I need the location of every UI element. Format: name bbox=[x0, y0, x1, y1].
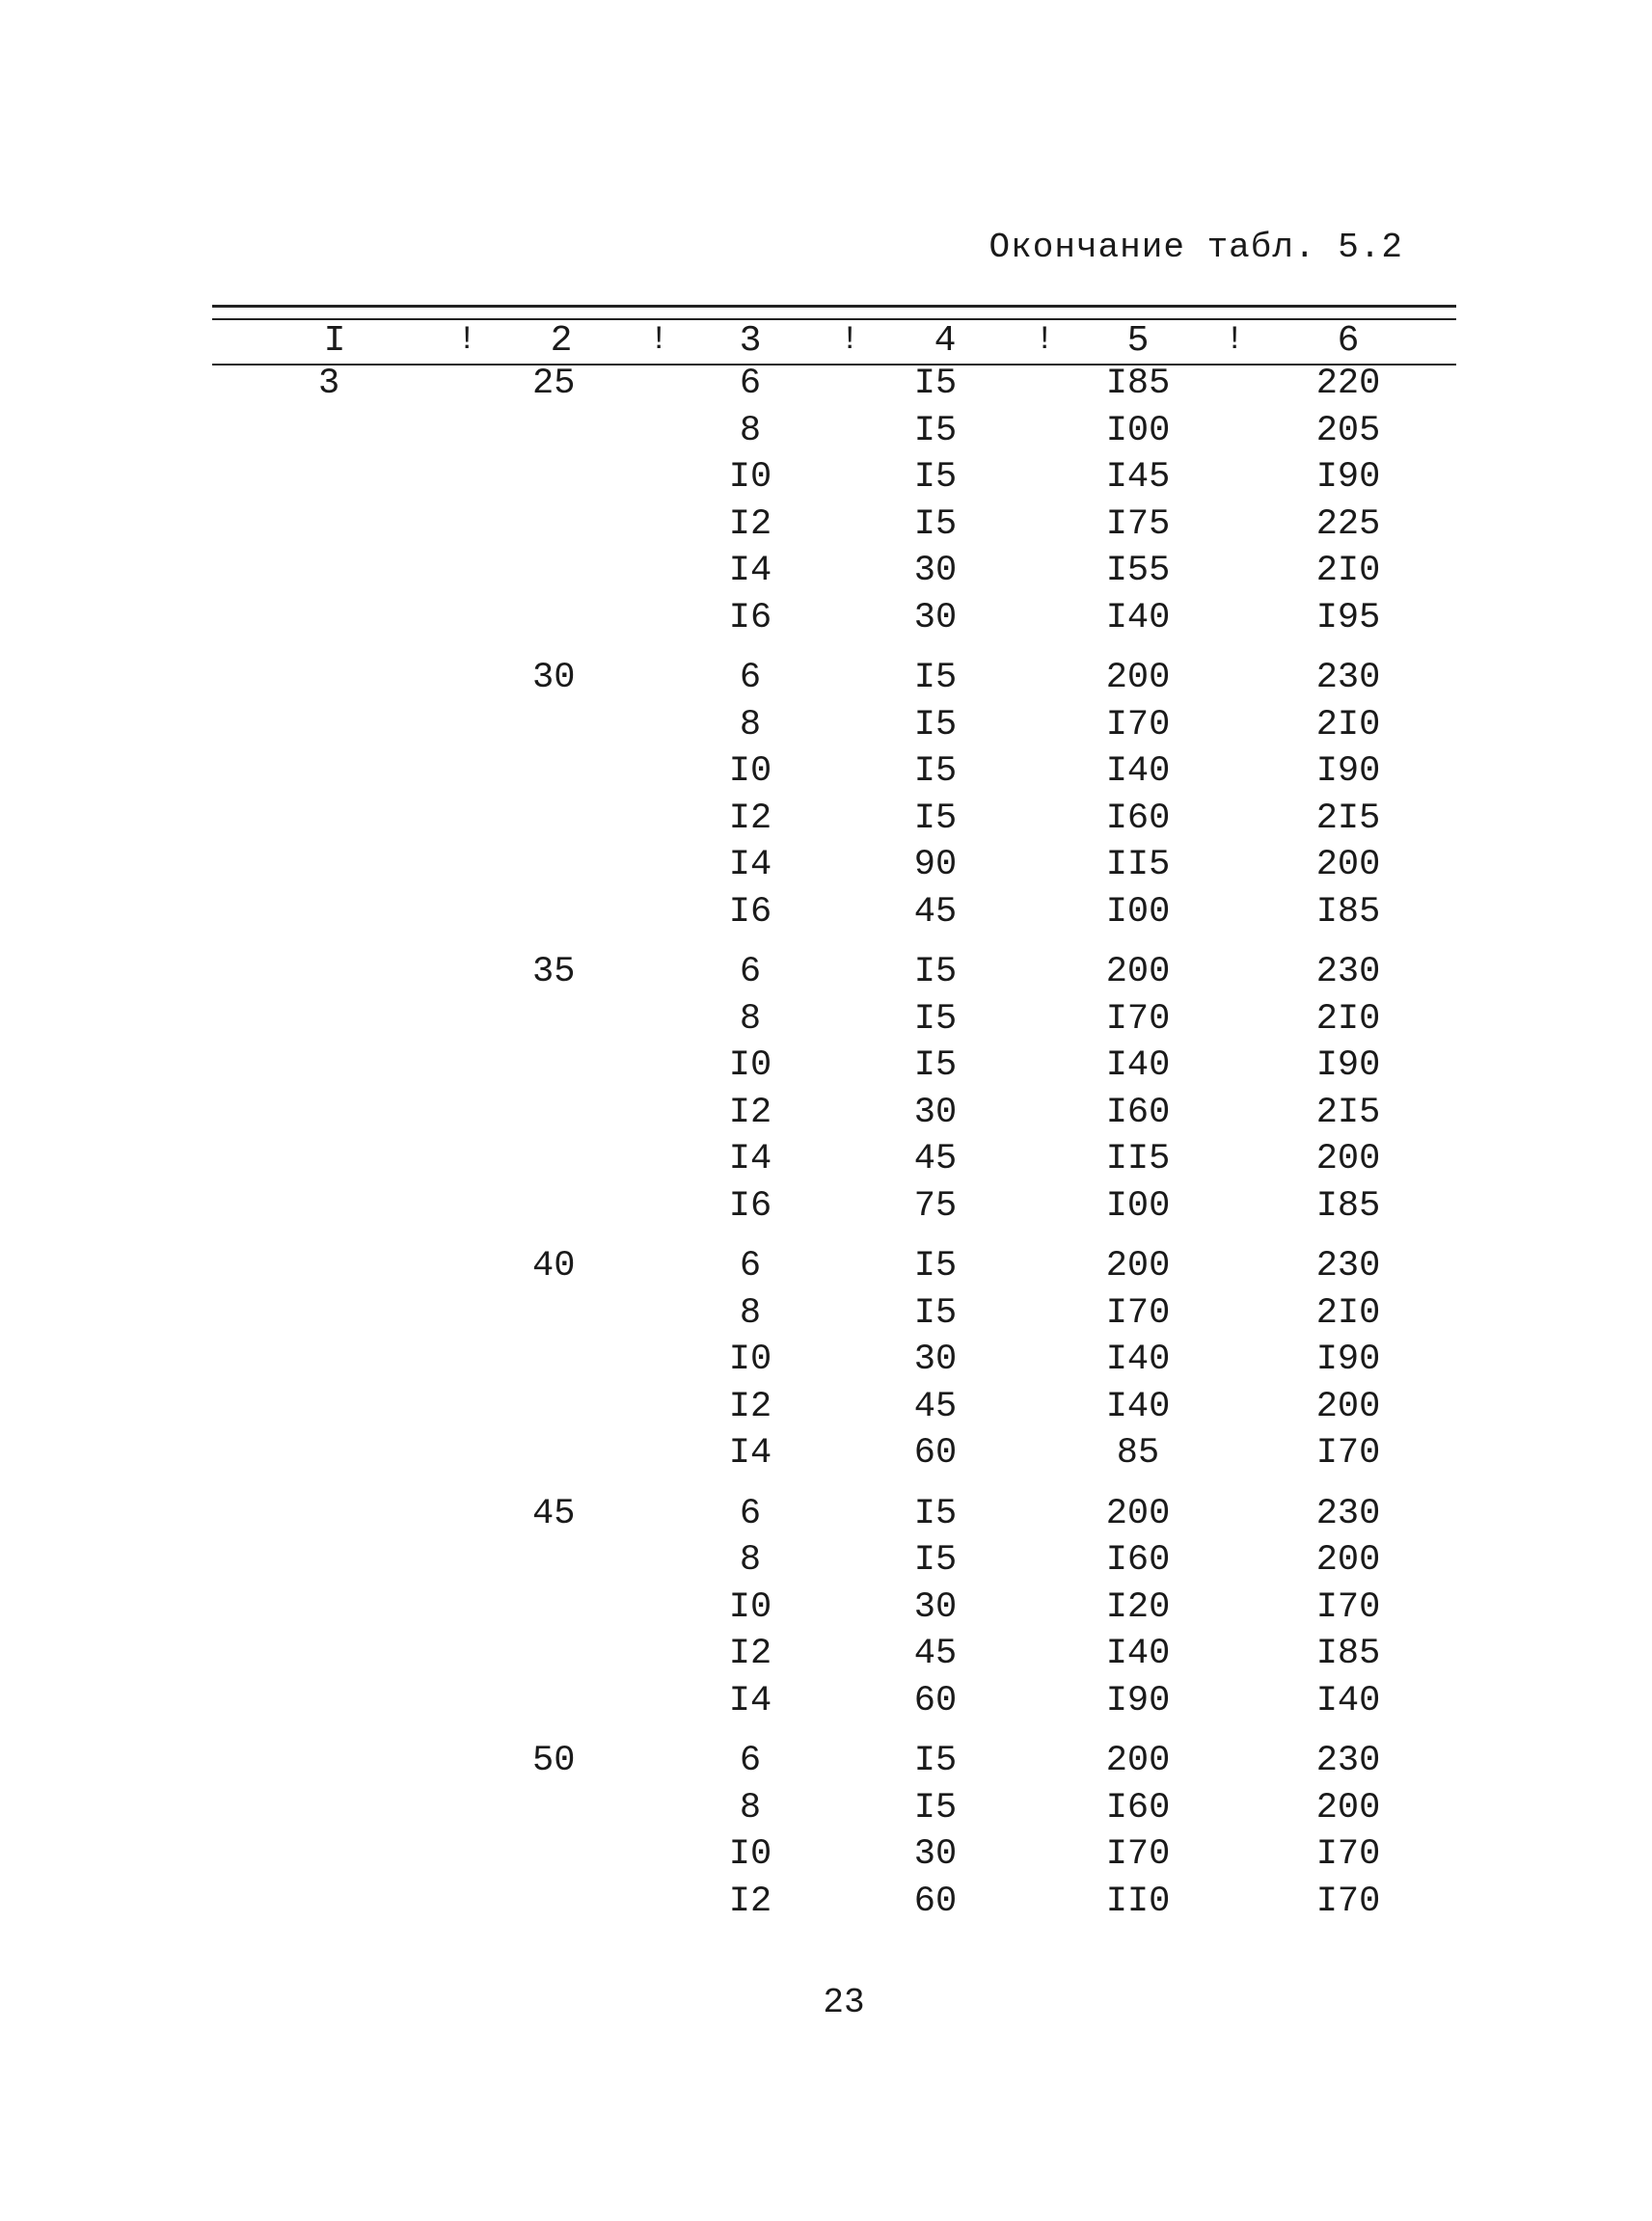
table-cell-col-6: 2I0 bbox=[1315, 704, 1381, 745]
header-separator: ! bbox=[1225, 322, 1245, 359]
table-cell-col-5: II0 bbox=[1105, 1881, 1171, 1922]
table-cell-col-6: I70 bbox=[1315, 1834, 1381, 1875]
table-cell-col-5: I90 bbox=[1105, 1680, 1171, 1721]
table-cell-col-3: I6 bbox=[728, 597, 772, 638]
table-cell-col-4: I5 bbox=[913, 1292, 958, 1334]
table-cell-col-4: 30 bbox=[913, 551, 958, 591]
table-cell-col-6: 220 bbox=[1315, 364, 1381, 404]
table-cell-col-5: I70 bbox=[1105, 704, 1171, 745]
table-cell-col-6: I40 bbox=[1315, 1680, 1381, 1721]
table-cell-col-6: 205 bbox=[1315, 410, 1381, 451]
table-cell-col-3: I2 bbox=[728, 1634, 772, 1674]
table-cell-col-5: I60 bbox=[1105, 1092, 1171, 1133]
header-separator: ! bbox=[649, 322, 669, 359]
header-col-3: 3 bbox=[739, 320, 762, 362]
table-cell-col-4: 45 bbox=[913, 1386, 958, 1427]
header-separator: ! bbox=[1035, 322, 1055, 359]
table-cell-col-3: I4 bbox=[728, 1139, 772, 1179]
table-cell-col-5: 200 bbox=[1105, 1741, 1171, 1781]
table-cell-col-4: 30 bbox=[913, 1340, 958, 1380]
table-cell-col-4: 30 bbox=[913, 1586, 958, 1628]
table-cell-col-1: 3 bbox=[318, 364, 340, 404]
table-cell-col-5: I60 bbox=[1105, 1787, 1171, 1828]
table-cell-col-6: 230 bbox=[1315, 1246, 1381, 1287]
table-cell-col-4: I5 bbox=[913, 751, 958, 792]
table-cell-col-3: I4 bbox=[728, 551, 772, 591]
page-number: 23 bbox=[823, 1983, 865, 2022]
table-cell-col-5: 200 bbox=[1105, 1493, 1171, 1534]
table-cell-col-6: 2I5 bbox=[1315, 1092, 1381, 1133]
table-cell-col-3: 8 bbox=[739, 1787, 762, 1828]
table-cell-col-3: I4 bbox=[728, 1433, 772, 1474]
table-cell-col-3: I6 bbox=[728, 1185, 772, 1227]
header-separator: ! bbox=[457, 322, 477, 359]
table-cell-col-5: I00 bbox=[1105, 410, 1171, 451]
table-cell-col-6: I90 bbox=[1315, 457, 1381, 498]
table-cell-col-5: II5 bbox=[1105, 845, 1171, 885]
table-cell-col-4: 60 bbox=[913, 1433, 958, 1474]
table-cell-col-4: I5 bbox=[913, 1787, 958, 1828]
table-cell-col-3: I0 bbox=[728, 1340, 772, 1380]
table-cell-col-3: I4 bbox=[728, 845, 772, 885]
table-cell-col-4: I5 bbox=[913, 798, 958, 839]
table-cell-col-3: 6 bbox=[739, 364, 762, 404]
table-cell-col-4: 60 bbox=[913, 1881, 958, 1922]
table-cell-col-6: I90 bbox=[1315, 1045, 1381, 1086]
table-cell-col-4: 75 bbox=[913, 1185, 958, 1227]
header-col-6: 6 bbox=[1337, 320, 1360, 362]
table-cell-col-4: 30 bbox=[913, 597, 958, 638]
table-cell-col-6: 200 bbox=[1315, 1139, 1381, 1179]
table-cell-col-3: 6 bbox=[739, 1246, 762, 1287]
table-cell-col-2: 50 bbox=[532, 1741, 576, 1781]
table-cell-col-3: I0 bbox=[728, 457, 772, 498]
table-cell-col-4: 45 bbox=[913, 1634, 958, 1674]
table-cell-col-5: I00 bbox=[1105, 1185, 1171, 1227]
table-cell-col-3: I0 bbox=[728, 1045, 772, 1086]
table-cell-col-4: I5 bbox=[913, 410, 958, 451]
table-cell-col-3: 8 bbox=[739, 998, 762, 1040]
table-cell-col-5: I45 bbox=[1105, 457, 1171, 498]
table-cell-col-6: 2I0 bbox=[1315, 1292, 1381, 1334]
table-header-row bbox=[0, 316, 1652, 365]
table-cell-col-4: 60 bbox=[913, 1680, 958, 1721]
table-cell-col-3: I2 bbox=[728, 798, 772, 839]
table-cell-col-3: I0 bbox=[728, 1834, 772, 1875]
header-col-2: 2 bbox=[550, 320, 573, 362]
table-cell-col-4: I5 bbox=[913, 503, 958, 545]
table-cell-col-6: 230 bbox=[1315, 952, 1381, 992]
table-cell-col-6: 2I0 bbox=[1315, 998, 1381, 1040]
table-cell-col-4: I5 bbox=[913, 658, 958, 698]
table-cell-col-5: I70 bbox=[1105, 998, 1171, 1040]
table-cell-col-2: 35 bbox=[532, 952, 576, 992]
table-cell-col-6: 230 bbox=[1315, 658, 1381, 698]
table-cell-col-5: I00 bbox=[1105, 891, 1171, 933]
table-cell-col-6: I90 bbox=[1315, 1340, 1381, 1380]
table-cell-col-3: I0 bbox=[728, 1586, 772, 1628]
table-cell-col-2: 40 bbox=[532, 1246, 576, 1287]
table-cell-col-3: I6 bbox=[728, 891, 772, 933]
table-cell-col-4: I5 bbox=[913, 1246, 958, 1287]
table-cell-col-4: I5 bbox=[913, 952, 958, 992]
table-cell-col-2: 45 bbox=[532, 1493, 576, 1534]
table-cell-col-3: 6 bbox=[739, 1741, 762, 1781]
table-cell-col-6: 2I5 bbox=[1315, 798, 1381, 839]
table-cell-col-4: 90 bbox=[913, 845, 958, 885]
table-cell-col-5: 200 bbox=[1105, 1246, 1171, 1287]
table-cell-col-3: I0 bbox=[728, 751, 772, 792]
table-cell-col-3: I2 bbox=[728, 1386, 772, 1427]
table-cell-col-5: 200 bbox=[1105, 952, 1171, 992]
table-cell-col-5: I60 bbox=[1105, 798, 1171, 839]
table-cell-col-5: II5 bbox=[1105, 1139, 1171, 1179]
table-cell-col-2: 25 bbox=[532, 364, 576, 404]
table-cell-col-4: I5 bbox=[913, 457, 958, 498]
table-cell-col-6: 230 bbox=[1315, 1741, 1381, 1781]
table-cell-col-5: I60 bbox=[1105, 1540, 1171, 1581]
table-cell-col-6: I70 bbox=[1315, 1433, 1381, 1474]
table-cell-col-4: I5 bbox=[913, 1540, 958, 1581]
table-caption: Окончание табл. 5.2 bbox=[988, 228, 1403, 267]
table-cell-col-5: I40 bbox=[1105, 751, 1171, 792]
table-cell-col-4: 30 bbox=[913, 1834, 958, 1875]
table-cell-col-4: 30 bbox=[913, 1092, 958, 1133]
table-cell-col-3: I2 bbox=[728, 1092, 772, 1133]
table-cell-col-6: I95 bbox=[1315, 597, 1381, 638]
table-cell-col-4: 45 bbox=[913, 1139, 958, 1179]
table-cell-col-6: 200 bbox=[1315, 1540, 1381, 1581]
table-cell-col-6: 200 bbox=[1315, 845, 1381, 885]
table-cell-col-5: I40 bbox=[1105, 1386, 1171, 1427]
table-cell-col-6: I90 bbox=[1315, 751, 1381, 792]
table-cell-col-3: 8 bbox=[739, 704, 762, 745]
table-cell-col-4: I5 bbox=[913, 998, 958, 1040]
header-col-1: I bbox=[323, 320, 346, 362]
table-cell-col-6: I70 bbox=[1315, 1881, 1381, 1922]
table-cell-col-6: 2I0 bbox=[1315, 551, 1381, 591]
table-cell-col-5: I85 bbox=[1105, 364, 1171, 404]
table-cell-col-3: I2 bbox=[728, 503, 772, 545]
table-cell-col-5: I40 bbox=[1105, 597, 1171, 638]
table-cell-col-3: 6 bbox=[739, 1493, 762, 1534]
table-cell-col-4: 45 bbox=[913, 891, 958, 933]
table-cell-col-6: I85 bbox=[1315, 1634, 1381, 1674]
table-cell-col-5: I40 bbox=[1105, 1340, 1171, 1380]
header-col-5: 5 bbox=[1126, 320, 1150, 362]
table-cell-col-4: I5 bbox=[913, 1045, 958, 1086]
table-cell-col-4: I5 bbox=[913, 364, 958, 404]
table-cell-col-6: I70 bbox=[1315, 1586, 1381, 1628]
table-cell-col-5: 200 bbox=[1105, 658, 1171, 698]
table-cell-col-5: I70 bbox=[1105, 1834, 1171, 1875]
table-cell-col-5: I20 bbox=[1105, 1586, 1171, 1628]
header-separator: ! bbox=[840, 322, 860, 359]
table-cell-col-6: I85 bbox=[1315, 891, 1381, 933]
table-cell-col-3: 6 bbox=[739, 658, 762, 698]
table-cell-col-3: I2 bbox=[728, 1881, 772, 1922]
table-cell-col-6: 225 bbox=[1315, 503, 1381, 545]
table-cell-col-5: I75 bbox=[1105, 503, 1171, 545]
table-cell-col-4: I5 bbox=[913, 1741, 958, 1781]
table-cell-col-5: 85 bbox=[1116, 1433, 1160, 1474]
header-col-4: 4 bbox=[934, 320, 957, 362]
table-cell-col-4: I5 bbox=[913, 704, 958, 745]
table-cell-col-6: I85 bbox=[1315, 1185, 1381, 1227]
table-cell-col-5: I40 bbox=[1105, 1634, 1171, 1674]
table-cell-col-5: I40 bbox=[1105, 1045, 1171, 1086]
table-cell-col-3: 6 bbox=[739, 952, 762, 992]
table-cell-col-4: I5 bbox=[913, 1493, 958, 1534]
table-top-rule bbox=[212, 305, 1456, 308]
table-cell-col-6: 200 bbox=[1315, 1386, 1381, 1427]
table-cell-col-5: I55 bbox=[1105, 551, 1171, 591]
table-cell-col-3: I4 bbox=[728, 1680, 772, 1721]
table-cell-col-6: 200 bbox=[1315, 1787, 1381, 1828]
table-cell-col-2: 30 bbox=[532, 658, 576, 698]
table-cell-col-3: 8 bbox=[739, 1540, 762, 1581]
table-cell-col-5: I70 bbox=[1105, 1292, 1171, 1334]
table-cell-col-3: 8 bbox=[739, 410, 762, 451]
table-cell-col-6: 230 bbox=[1315, 1493, 1381, 1534]
table-cell-col-3: 8 bbox=[739, 1292, 762, 1334]
